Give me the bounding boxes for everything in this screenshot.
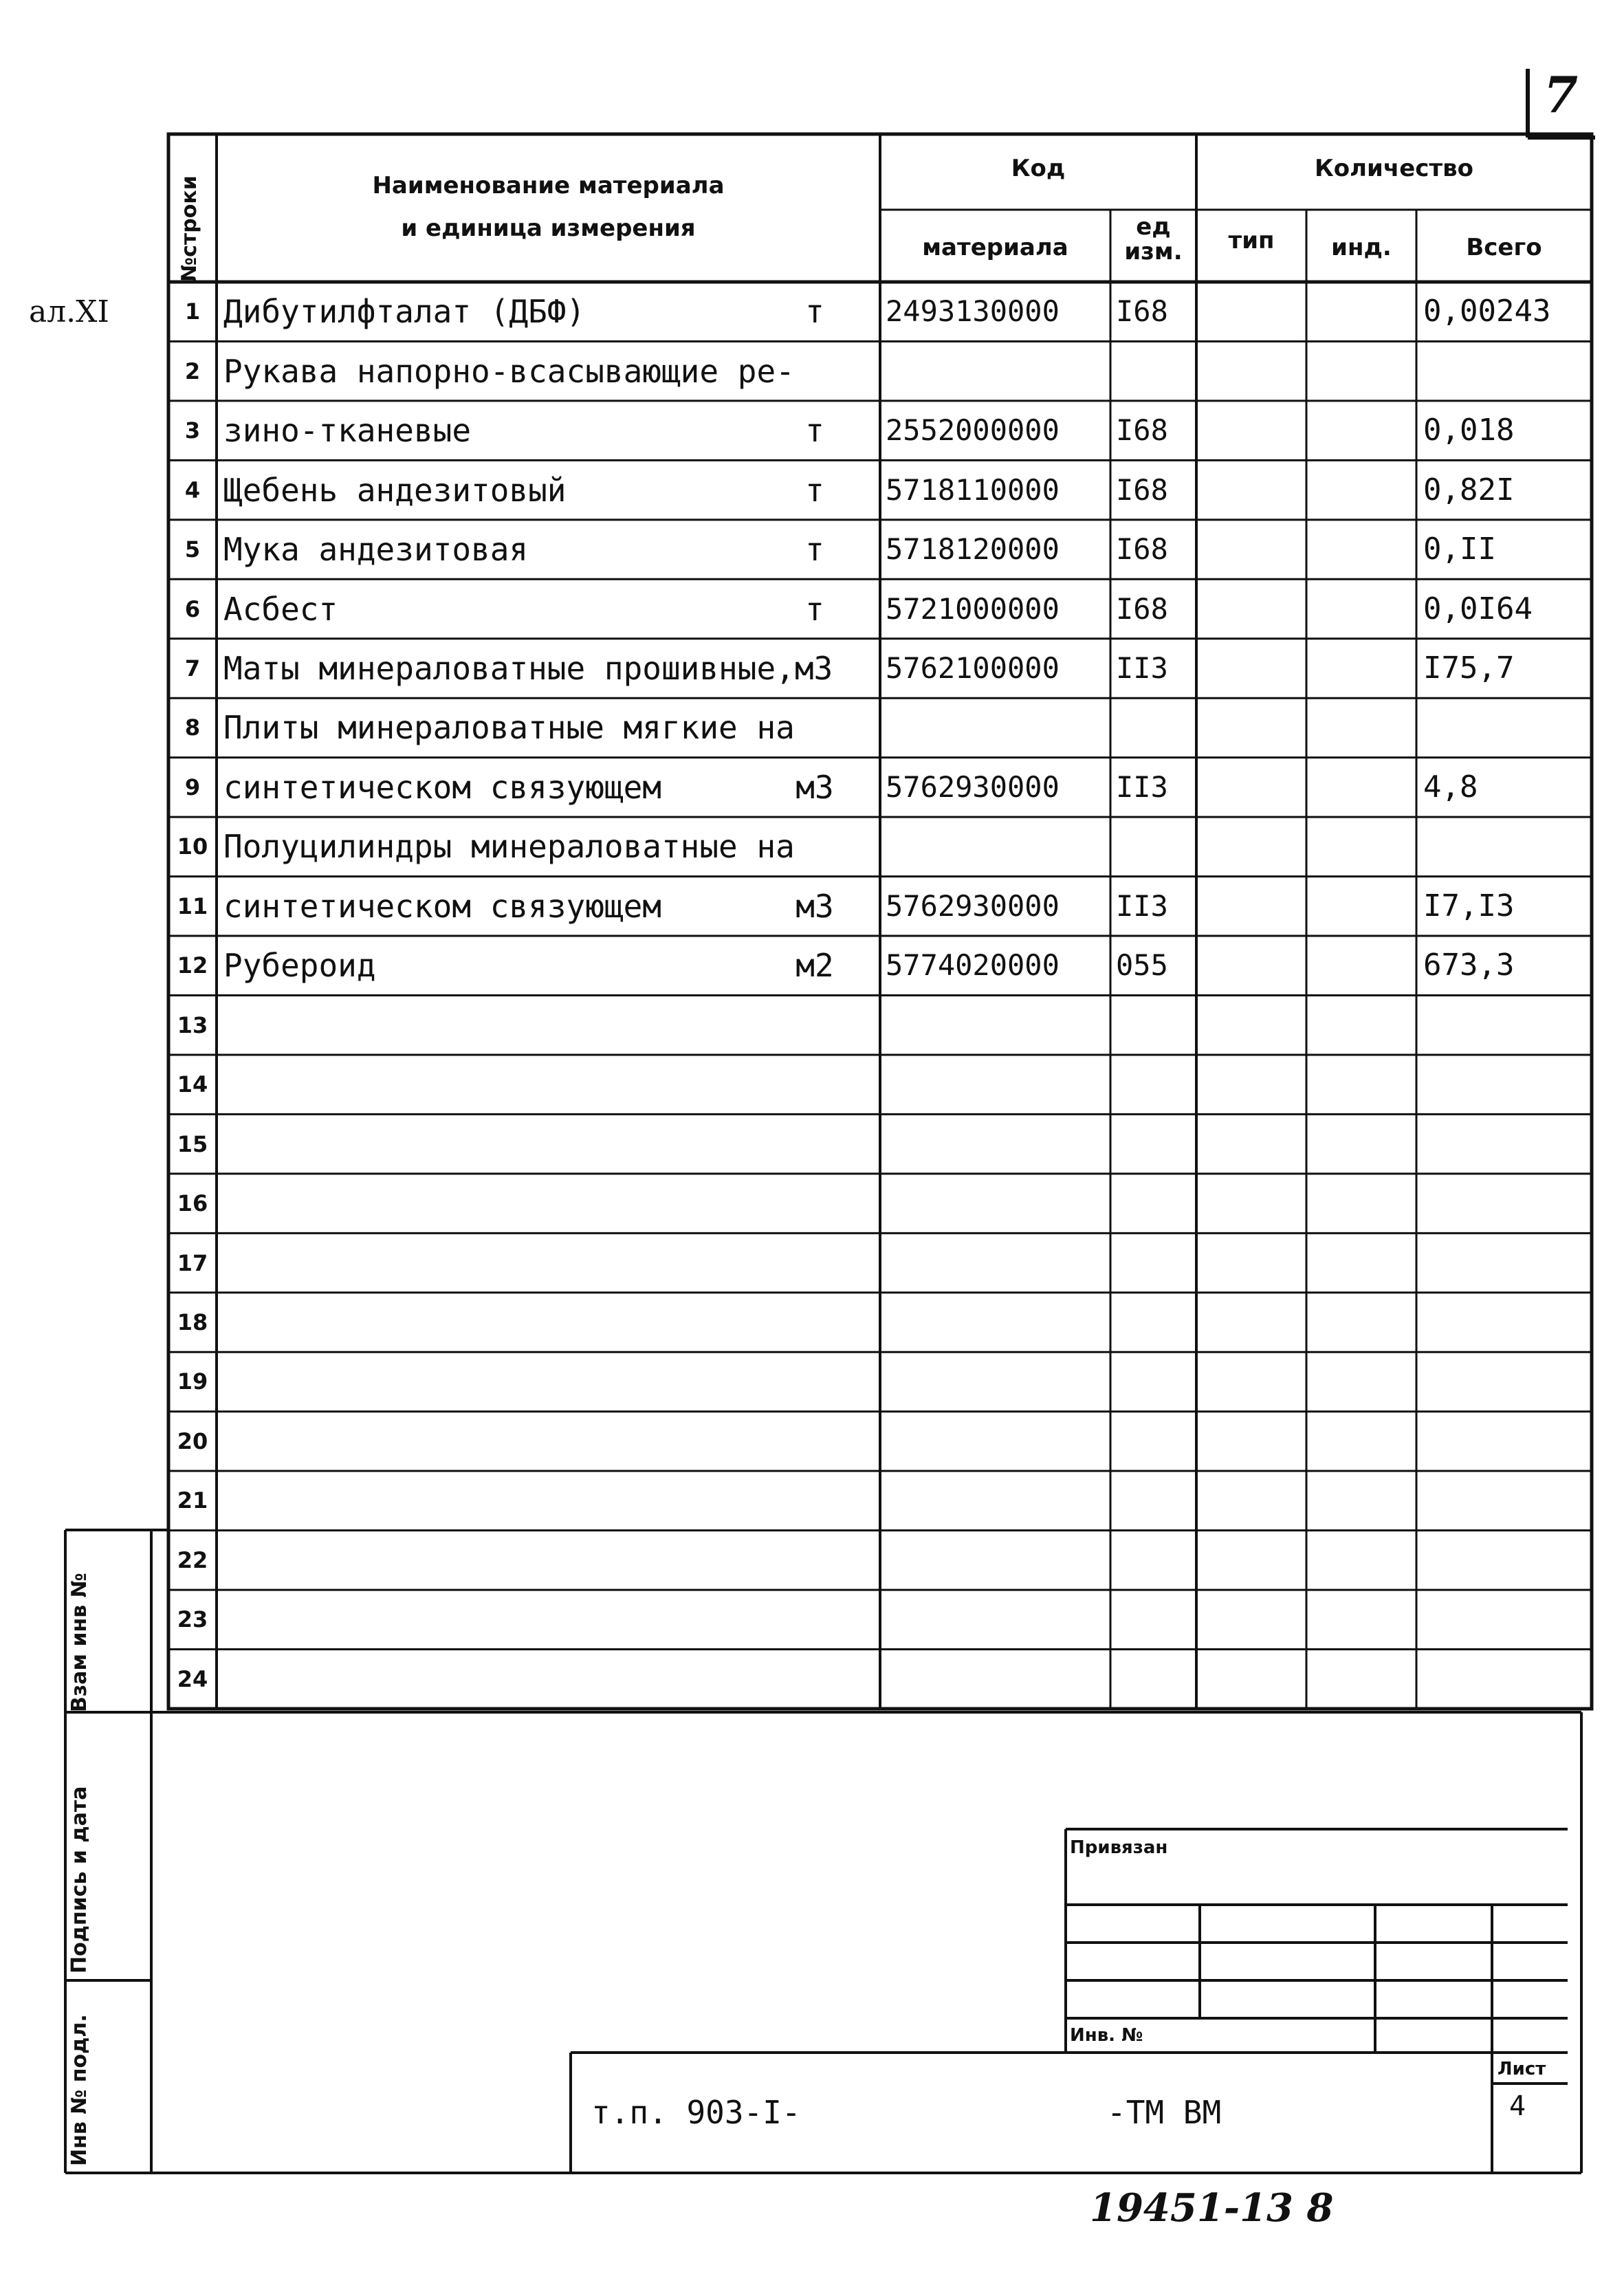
unit-code: I68 (1116, 472, 1168, 507)
material-code: 5762100000 (886, 651, 1060, 685)
material-code: 2493130000 (886, 294, 1060, 329)
material-unit: м3 (795, 768, 834, 806)
row-number: 23 (177, 1606, 208, 1633)
privyazan-label: Привязан (1070, 1837, 1168, 1858)
sheet-reference: ал.XI (29, 294, 109, 329)
material-name: Дибутилфталат (ДБФ) (223, 293, 586, 331)
row-number: 17 (177, 1249, 208, 1276)
quantity-total: 0,00243 (1423, 294, 1551, 329)
quantity-total: 0,II (1423, 532, 1496, 567)
material-name: синтетическом связующем (223, 768, 661, 806)
stamp-podpis-data: Подпись и дата (67, 1786, 91, 1974)
material-unit: т (805, 293, 824, 331)
row-number: 13 (177, 1012, 208, 1038)
material-code: 5718120000 (886, 532, 1060, 567)
material-name: Плиты минераловатные мягкие на (223, 709, 795, 747)
row-number: 6 (184, 595, 201, 622)
unit-code: I68 (1116, 413, 1168, 448)
row-number: 16 (177, 1190, 208, 1217)
quantity-total: 673,3 (1423, 948, 1515, 983)
header-qty-type: тип (1228, 227, 1275, 254)
row-number: 19 (177, 1368, 208, 1395)
row-number: 3 (184, 417, 201, 444)
header-unit: ед изм. (1124, 213, 1183, 265)
row-number: 12 (177, 952, 208, 979)
quantity-total: 0,82I (1423, 472, 1515, 507)
quantity-total: 0,0I64 (1423, 591, 1533, 626)
material-code: 5774020000 (886, 948, 1060, 983)
row-number: 14 (177, 1071, 208, 1098)
header-qty-ind: инд. (1331, 234, 1392, 261)
material-name: Асбест (223, 590, 338, 628)
material-name: Мука андезитовая (223, 531, 529, 569)
row-number: 8 (184, 714, 201, 741)
material-name: Маты минераловатные прошивные,м3 (223, 649, 833, 687)
doc-code-left: т.п. 903-I- (591, 2094, 801, 2131)
unit-code: I68 (1116, 532, 1168, 567)
material-name: Рубероид (223, 947, 376, 985)
material-unit: м3 (795, 887, 834, 925)
list-number: 4 (1509, 2090, 1526, 2122)
row-number: 18 (177, 1309, 208, 1336)
material-name: Полуцилиндры минераловатные на (223, 828, 795, 866)
row-number: 2 (184, 358, 201, 384)
inv-no-label: Инв. № (1070, 2025, 1143, 2046)
material-code: 5762930000 (886, 769, 1060, 804)
quantity-total: 4,8 (1423, 769, 1478, 805)
header-quantity-group: Количество (1314, 155, 1473, 182)
row-number: 15 (177, 1130, 208, 1157)
unit-code: II3 (1116, 651, 1168, 685)
header-code-material: материала (922, 234, 1068, 261)
material-code: 5762930000 (886, 888, 1060, 923)
archive-number: 19451-13 8 (1090, 2185, 1334, 2231)
material-unit: т (805, 412, 824, 450)
quantity-total: I75,7 (1423, 650, 1515, 686)
row-number: 20 (177, 1428, 208, 1454)
material-unit: т (805, 590, 824, 628)
row-number: 24 (177, 1665, 208, 1692)
stamp-inv-podl: Инв № подл. (67, 2014, 91, 2166)
row-number: 10 (177, 833, 208, 860)
header-name-line1: Наименование материала (372, 172, 725, 199)
row-number: 9 (184, 774, 201, 800)
row-number: 7 (184, 655, 201, 681)
corner-page-number: 7 (1544, 65, 1579, 124)
row-number: 5 (184, 536, 201, 563)
header-row-number: №строки (177, 175, 201, 282)
unit-code: I68 (1116, 591, 1168, 626)
material-unit: т (805, 471, 824, 509)
header-qty-total: Всего (1466, 234, 1542, 261)
row-number: 21 (177, 1487, 208, 1514)
quantity-total: I7,I3 (1423, 888, 1515, 923)
unit-code: II3 (1116, 888, 1168, 923)
doc-code-right: -ТМ ВМ (1107, 2094, 1222, 2131)
stamp-vzam-inv: Взам инв № (67, 1573, 91, 1712)
material-name: Рукава напорно-всасывающие ре- (223, 352, 795, 390)
row-number: 4 (184, 477, 201, 503)
header-name-line2: и единица измерения (401, 215, 696, 242)
unit-code: II3 (1116, 769, 1168, 804)
material-unit: т (805, 531, 824, 569)
unit-code: I68 (1116, 294, 1168, 329)
material-code: 2552000000 (886, 413, 1060, 448)
row-number: 11 (177, 893, 208, 919)
material-code: 5718110000 (886, 472, 1060, 507)
quantity-total: 0,018 (1423, 413, 1515, 448)
material-code: 5721000000 (886, 591, 1060, 626)
material-name: Щебень андезитовый (223, 471, 567, 509)
row-number: 1 (184, 298, 201, 325)
row-number: 22 (177, 1546, 208, 1573)
header-code-group: Код (1011, 155, 1066, 182)
material-name: зино-тканевые (223, 412, 472, 450)
unit-code: 055 (1116, 948, 1168, 983)
material-unit: м2 (795, 947, 834, 985)
list-label: Лист (1497, 2059, 1546, 2079)
material-name: синтетическом связующем (223, 887, 661, 925)
